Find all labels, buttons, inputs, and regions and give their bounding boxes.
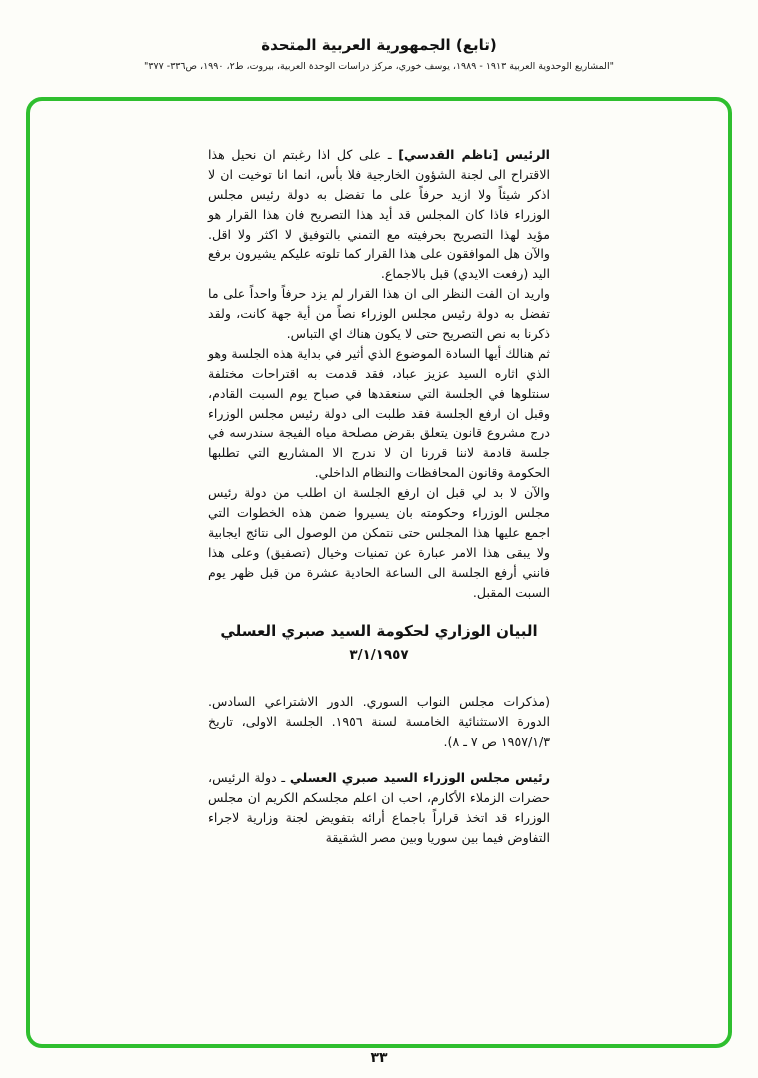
paragraph-text: ثم هنالك أيها السادة الموضوع الذي أثير في بداية هذه الجلسة وهو الذي اثاره السيد عزيز عباد، فقد قدمت به اقتراحات مختلفة سنتلوها في الجلسة التي سنعقدها في صباح يوم السبت القادم، وقبل ان ارفع الجلسة فقد طلبت الى دولة رئيس مجلس الوزراء درج مشروع قانون يتعلق بقرض مصلحة مياه الفيجة سندرسه في جلسة قادمة لاننا قررنا ان لا ندرج الا المشاريع التي تطلبها الحكومة وقانون المحافظات والنظام الداخلي. — [208, 345, 550, 481]
body-text-column — [208, 145, 550, 848]
paragraph-4 — [208, 483, 550, 602]
page-number: ٣٣ — [370, 1050, 388, 1066]
paragraph-2 — [208, 284, 550, 344]
paragraph-text: ـ على كل اذا رغبتم ان نحيل هذا الاقتراح الى لجنة الشؤون الخارجية فلا بأس، انما انا توخيت ان لا اذكر شيئاً ولا ازيد حرفاً على ما تفضل به دولة رئيس مجلس الوزراء فاذا كان المجلس قد أيد هذا التصريح فان هذا القرار هو مؤيد لهذا التصريح بحرفيته مع التمني بالتوفيق لا اكثر ولا اقل. والآن هل الموافقون على هذا القرار كما تلوته عليكم يشيرون برفع اليد (رفعت الايدي) قبل بالاجماع. — [208, 147, 550, 282]
closing-paragraph — [208, 768, 550, 848]
paragraph-text: والآن لا بد لي قبل ان ارفع الجلسة ان اطلب من دولة رئيس مجلس الوزراء وحكومته بان يسيروا ضمن هذه الخطوات التي اجمع عليها هذا المجلس حتى نتمكن من الوصول الى نتائج ايجابية ولا يبقى هذا الامر عبارة عن تمنيات وخيال (تصفيق) وعلى هذا فانني أرفع الجلسة الى الساعة الحادية عشرة من قبل ظهر يوم السبت المقبل. — [208, 485, 550, 600]
section-heading: البيان الوزاري لحكومة السيد صبري العسلي — [220, 622, 538, 641]
section-date: ٣/١/١٩٥٧ — [349, 646, 409, 663]
paragraph-1 — [208, 145, 550, 284]
reference-note: (مذكرات مجلس النواب السوري. الدور الاشتراعي السادس. الدورة الاستثنائية الخامسة لسنة ١٩٥٦. الجلسة الاولى، تاريخ ١٩٥٧/١/٣ ص ٧ ـ ٨). — [208, 694, 550, 750]
speaker-name: الرئيس [ناظم القدسي] — [398, 147, 551, 162]
source-citation: "المشاريع الوحدوية العربية ١٩١٣ - ١٩٨٩، يوسف خوري، مركز دراسات الوحدة العربية، بيروت، ط٢، ١٩٩٠، ص٣٣٦- ٣٧٧" — [144, 61, 614, 72]
page-header: (تابع) الجمهورية العربية المتحدة — [261, 36, 497, 54]
green-border-frame — [26, 97, 732, 1048]
paragraph-3 — [208, 344, 550, 483]
paragraph-text: واريد ان الفت النظر الى ان هذا القرار لم يزد حرفاً واحداً على ما تفضل به دولة رئيس مجلس الوزراء نصاً من أية جهة كانت، ولقد ذكرنا به نص التصريح حتى لا يكون هناك اي التباس. — [208, 286, 550, 342]
speaker-name: رئيس مجلس الوزراء السيد صبري العسلي — [289, 769, 550, 785]
paragraph-text: ـ دولة الرئيس، حضرات الزملاء الأكارم، احب ان اعلم مجلسكم الكريم ان مجلس الوزراء قد اتخذ قراراً باجماع أرائه بتفويض لجنة وزارية لاجراء التفاوض فيما بين سوريا وبين مصر الشقيقة — [208, 769, 550, 845]
